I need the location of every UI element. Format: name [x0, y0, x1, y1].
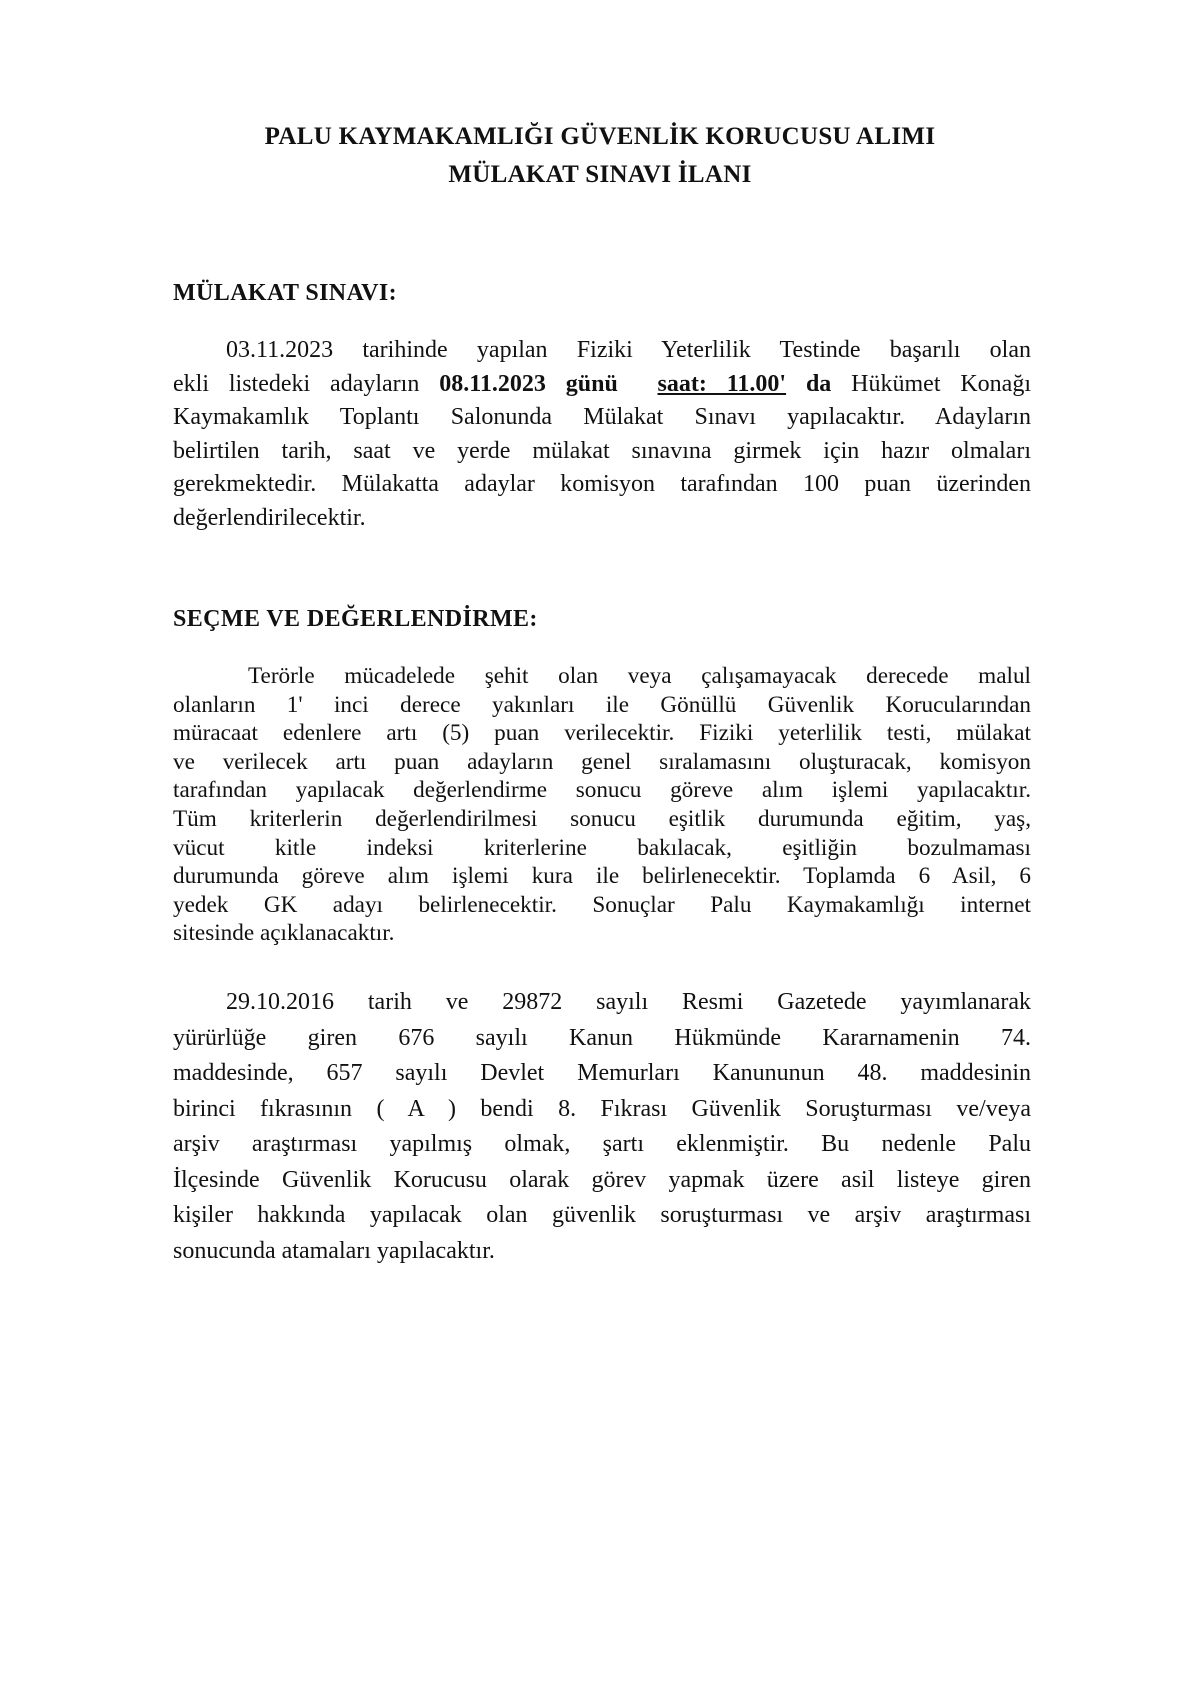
spacer: [618, 371, 658, 397]
paragraph-line: 29.10.2016 tarih ve 29872 sayılı Resmi Gazetede yayımlanarak: [226, 989, 1031, 1015]
title-line-1: PALU KAYMAKAMLIĞI GÜVENLİK KORUCUSU ALIMI: [264, 123, 936, 150]
paragraph-line-with-date: [173, 368, 1031, 402]
paragraph-line: arşiv araştırması yapılmış olmak, şartı eklenmiştir. Bu nedenle Palu: [173, 1131, 1031, 1157]
paragraph-line: Kaymakamlık Toplantı Salonunda Mülakat Sınavı yapılacaktır. Adayların: [173, 404, 1031, 430]
document-title: [0, 118, 1200, 194]
paragraph-line: 03.11.2023 tarihinde yapılan Fiziki Yeterlilik Testinde başarılı olan: [226, 337, 1031, 363]
section-heading-mulakat: MÜLAKAT SINAVI:: [173, 280, 398, 306]
paragraph-line: sitesinde açıklanacaktır.: [173, 920, 395, 947]
paragraph-line: tarafından yapılacak değerlendirme sonucu göreve alım işlemi yapılacaktır.: [173, 777, 1031, 804]
paragraph-line: değerlendirilecektir.: [173, 504, 366, 531]
paragraph-line: ve verilecek artı puan adayların genel sıralamasını oluşturacak, komisyon: [173, 748, 1031, 775]
line-text: Hükümet Konağı: [831, 370, 1032, 397]
section-heading-secme: SEÇME VE DEĞERLENDİRME:: [173, 606, 538, 632]
paragraph-line: İlçesinde Güvenlik Korucusu olarak görev yapmak üzere asil listeye giren: [173, 1166, 1031, 1193]
title-line-2: MÜLAKAT SINAVI İLANI: [448, 161, 752, 188]
exam-time-suffix: da: [786, 370, 832, 397]
paragraph-line: yedek GK adayı belirlenecektir. Sonuçlar Palu Kaymakamlığı internet: [173, 891, 1031, 918]
paragraph-khk: [173, 985, 1031, 1269]
paragraph-line: Terörle mücadelede şehit olan veya çalışamayacak derecede malul: [248, 663, 1031, 689]
paragraph-line: belirtilen tarih, saat ve yerde mülakat sınavına girmek için hazır olmaları: [173, 437, 1031, 464]
paragraph-line: maddesinde, 657 sayılı Devlet Memurları Kanununun 48. maddesinin: [173, 1060, 1031, 1086]
paragraph-line: birinci fıkrasının ( A ) bendi 8. Fıkrası Güvenlik Soruşturması ve/veya: [173, 1095, 1031, 1122]
paragraph-line: gerekmektedir. Mülakatta adaylar komisyon tarafından 100 puan üzerinden: [173, 471, 1031, 497]
exam-time: saat: 11.00': [657, 370, 787, 397]
paragraph-line: yürürlüğe giren 676 sayılı Kanun Hükmünde Kararnamenin 74.: [173, 1024, 1031, 1051]
paragraph-line: olanların 1' inci derece yakınları ile Gönüllü Güvenlik Korucularından: [173, 691, 1031, 718]
paragraph-line: durumunda göreve alım işlemi kura ile belirlenecektir. Toplamda 6 Asil, 6: [173, 863, 1031, 890]
paragraph-line: sonucunda atamaları yapılacaktır.: [173, 1237, 495, 1264]
paragraph-line: müracaat edenlere artı (5) puan verilecektir. Fiziki yeterlilik testi, mülakat: [173, 720, 1031, 747]
paragraph-line: kişiler hakkında yapılacak olan güvenlik soruşturması ve arşiv araştırması: [173, 1202, 1031, 1228]
paragraph-line: vücut kitle indeksi kriterlerine bakılacak, eşitliğin bozulmaması: [173, 834, 1031, 861]
paragraph-line: Tüm kriterlerin değerlendirilmesi sonucu eşitlik durumunda eğitim, yaş,: [173, 805, 1031, 832]
paragraph-mulakat: [173, 334, 1031, 535]
exam-date: 08.11.2023 günü: [439, 370, 618, 397]
paragraph-secme: [173, 662, 1031, 948]
line-text: ekli listedeki adayların: [173, 370, 440, 397]
